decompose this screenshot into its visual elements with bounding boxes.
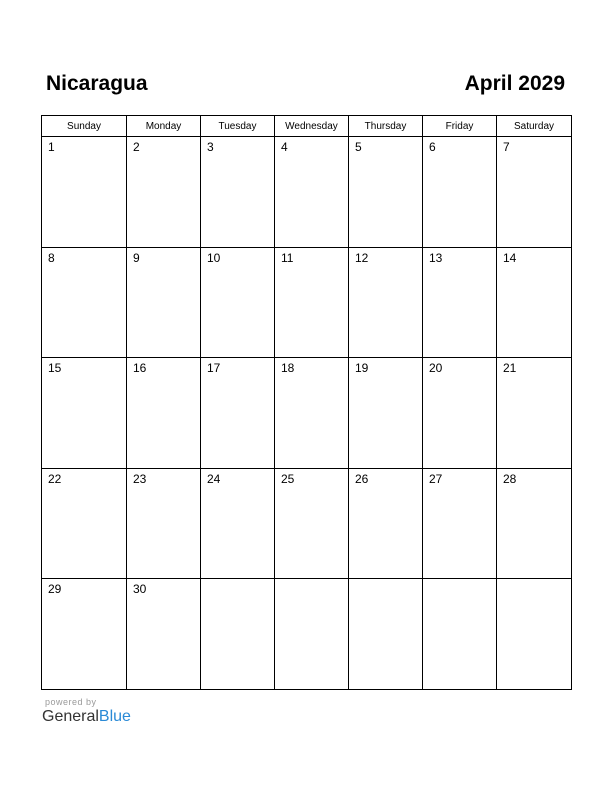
month-year-title: April 2029	[464, 72, 565, 95]
day-number: 5	[355, 140, 362, 154]
day-cell	[349, 358, 423, 469]
day-number: 25	[281, 471, 295, 486]
day-number: 10	[207, 250, 221, 265]
day-cell	[201, 137, 275, 248]
day-cell	[423, 247, 497, 358]
day-cell	[275, 468, 349, 579]
day-cell	[275, 247, 349, 358]
day-cell	[42, 468, 127, 579]
day-number: 22	[48, 471, 62, 486]
day-cell	[42, 247, 127, 358]
day-cell	[127, 247, 201, 358]
day-number: 2	[133, 140, 140, 154]
day-cell	[497, 579, 572, 690]
weekday-header-friday: Friday	[423, 116, 497, 137]
day-number: 6	[429, 140, 436, 154]
day-cell	[497, 358, 572, 469]
week-row	[42, 468, 572, 579]
day-cell	[201, 468, 275, 579]
day-cell	[423, 137, 497, 248]
day-number: 3	[207, 140, 214, 154]
day-cell	[497, 468, 572, 579]
day-cell	[127, 137, 201, 248]
day-number: 18	[281, 361, 295, 375]
day-number: 12	[355, 250, 369, 265]
day-number: 14	[503, 250, 517, 265]
week-row	[42, 247, 572, 358]
day-cell	[275, 358, 349, 469]
day-cell	[127, 579, 201, 690]
day-cell	[201, 579, 275, 690]
day-number: 11	[281, 250, 294, 265]
day-number: 29	[48, 582, 62, 596]
day-number: 21	[503, 361, 517, 375]
day-number: 28	[503, 471, 517, 486]
weekday-header-monday: Monday	[127, 116, 201, 137]
day-number: 30	[133, 582, 147, 596]
day-cell	[127, 468, 201, 579]
day-number: 27	[429, 471, 443, 486]
day-number: 13	[429, 250, 443, 265]
weekday-header-thursday: Thursday	[349, 116, 423, 137]
calendar-grid	[41, 115, 572, 690]
day-number: 1	[48, 140, 55, 154]
day-cell	[42, 137, 127, 248]
week-row	[42, 137, 572, 248]
day-cell	[42, 358, 127, 469]
brand-general-text: General	[42, 708, 99, 725]
day-number: 4	[281, 140, 288, 154]
week-row	[42, 358, 572, 469]
day-number: 23	[133, 471, 147, 486]
day-cell	[349, 137, 423, 248]
day-number: 8	[48, 250, 55, 265]
day-cell	[201, 247, 275, 358]
day-cell	[497, 137, 572, 248]
day-number: 9	[133, 250, 140, 265]
day-cell	[201, 358, 275, 469]
weekday-header-tuesday: Tuesday	[201, 116, 275, 137]
generalblue-logo	[42, 708, 131, 726]
day-cell	[42, 579, 127, 690]
day-number	[497, 579, 571, 582]
day-cell	[275, 137, 349, 248]
powered-by-text: powered by	[45, 697, 97, 707]
weekday-header-saturday: Saturday	[497, 116, 572, 137]
weekday-header-sunday: Sunday	[42, 116, 127, 137]
day-number: 19	[355, 361, 369, 375]
day-number	[201, 579, 274, 582]
day-cell	[349, 579, 423, 690]
day-number: 20	[429, 361, 443, 375]
day-cell	[423, 579, 497, 690]
day-cell	[275, 579, 349, 690]
day-cell	[497, 247, 572, 358]
day-cell	[423, 468, 497, 579]
day-number: 15	[48, 361, 62, 375]
day-cell	[349, 247, 423, 358]
day-number: 7	[503, 140, 510, 154]
day-number: 17	[207, 361, 221, 375]
weekday-header-wednesday: Wednesday	[275, 116, 349, 137]
day-number: 16	[133, 361, 147, 375]
weekday-header-row	[42, 116, 572, 137]
day-cell	[423, 358, 497, 469]
week-row	[42, 579, 572, 690]
day-number: 24	[207, 471, 221, 486]
day-number	[423, 579, 496, 582]
day-number	[275, 579, 348, 582]
country-title: Nicaragua	[46, 72, 148, 95]
day-number	[349, 579, 422, 582]
brand-blue-text: Blue	[98, 708, 131, 725]
day-cell	[349, 468, 423, 579]
day-number: 26	[355, 471, 369, 486]
day-cell	[127, 358, 201, 469]
